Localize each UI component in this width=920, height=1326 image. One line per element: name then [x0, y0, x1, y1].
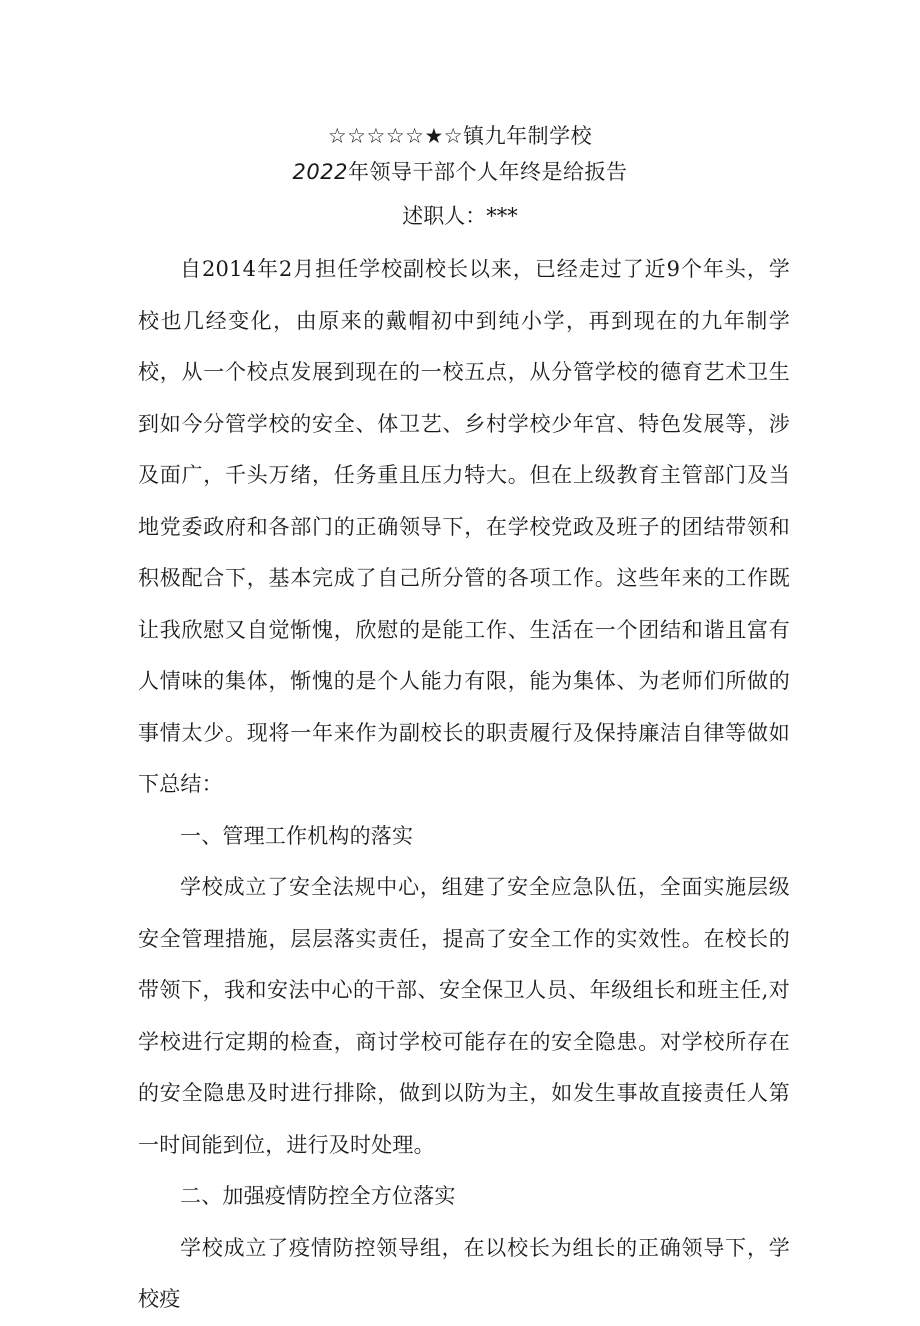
document-title-report: [0, 156, 920, 188]
paragraph-intro: 自2014年2月担任学校副校长以来，已经走过了近9个年头，学校也几经变化，由原来的戴帽初中到纯小学，再到现在的九年制学校，从一个校点发展到现在的一校五点，从分管学校的德育艺术卫生到如今分管学校的安全、体卫艺、乡村学校少年宫、特色发展等，涉及面广，千头万绪，任务重且压力特大。但在上级教育主管部门及当地党委政府和各部门的正确领导下，在学校党政及班子的团结带领和积极配合下，基本完成了自己所分管的各项工作。这些年来的工作既让我欣慰又自觉惭愧，欣慰的是能工作、生活在一个团结和谐且富有人情味的集体，惭愧的是个人能力有限，能为集体、为老师们所做的事情太少。现将一年来作为副校长的职责履行及保持廉洁自律等做如下总结：: [138, 257, 790, 796]
document-title-school: ☆☆☆☆☆★☆镇九年制学校: [327, 124, 593, 148]
report-title-text: 年领导干部个人年终是给扳告: [347, 160, 628, 184]
section-heading-1: 一、管理工作机构的落实: [180, 823, 414, 848]
document-body: [138, 244, 790, 1326]
paragraph-section-2: 学校成立了疫情防控领导组，在以校长为组长的正确领导下，学校疫: [138, 1235, 790, 1311]
author-line: 述职人：***: [402, 204, 518, 228]
section-heading-2: 二、加强疫情防控全方位落实: [180, 1184, 456, 1208]
paragraph-section-1: 学校成立了安全法规中心，组建了安全应急队伍，全面实施层级安全管理措施，层层落实责任，提高了安全工作的实效性。在校长的带领下，我和安法中心的干部、安全保卫人员、年级组长和班主任,对学校进行定期的检查，商讨学校可能存在的安全隐患。对学校所存在的安全隐患及时进行排除，做到以防为主，如发生事故直接责任人第一时间能到位，进行及时处理。: [138, 875, 790, 1157]
report-year: 2022: [292, 160, 348, 184]
